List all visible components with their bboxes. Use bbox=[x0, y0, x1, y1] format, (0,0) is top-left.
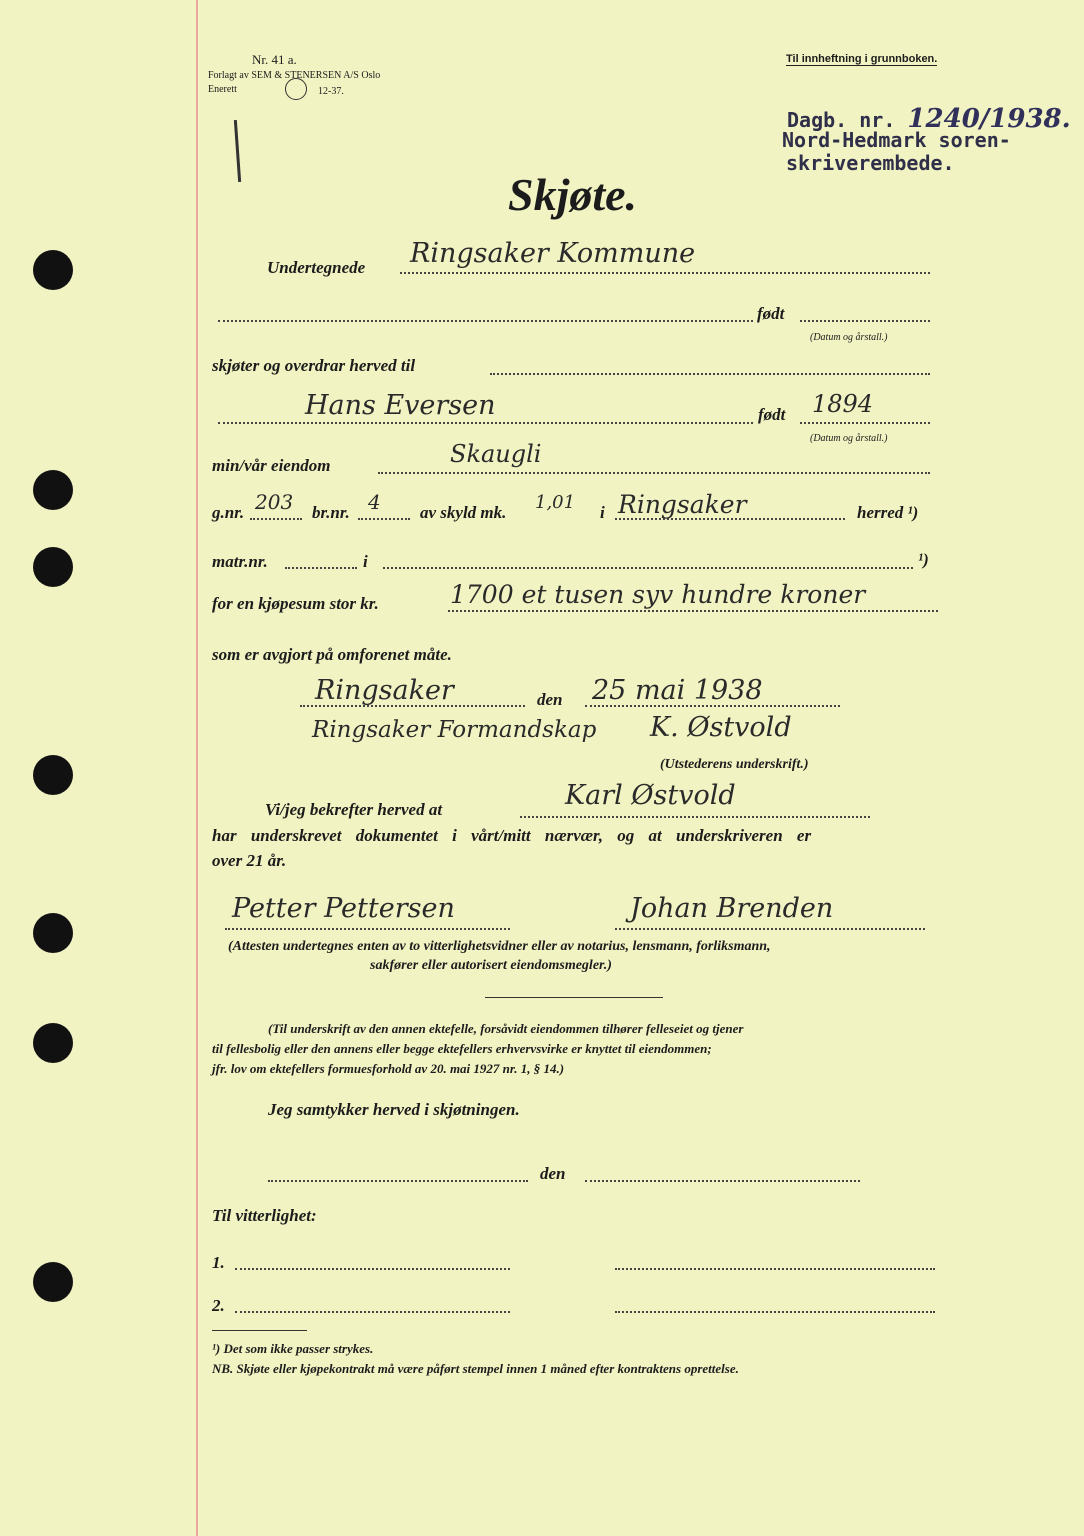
registry-note: Til innheftning i grunnboken. bbox=[786, 53, 938, 65]
margin-line bbox=[196, 0, 198, 1536]
issuer-signature-org: Ringsaker Formandskap bbox=[312, 717, 597, 743]
grantee-name: Hans Eversen bbox=[305, 390, 496, 421]
publisher-logo bbox=[285, 78, 307, 100]
i-label-2: i bbox=[363, 552, 368, 571]
issuer-signature-name: K. Østvold bbox=[650, 712, 792, 743]
dotted-line bbox=[615, 518, 845, 520]
brnr-label: br.nr. bbox=[312, 503, 350, 522]
attest-note-1: (Attesten undertegnes enten av to vitterlighetsvidner eller av notarius, lensmann, forliksmann, bbox=[228, 939, 771, 954]
footnote-divider bbox=[212, 1330, 307, 1331]
date-hint-1: (Datum og årstall.) bbox=[810, 332, 888, 343]
form-date: 12-37. bbox=[318, 86, 344, 97]
dotted-line bbox=[615, 1268, 935, 1270]
divider bbox=[485, 997, 663, 998]
confirm-text-1: har underskrevet dokumentet i vårt/mitt nærvær, og at underskriveren er bbox=[212, 826, 812, 845]
dotted-line bbox=[400, 272, 930, 274]
punch-hole bbox=[33, 913, 73, 953]
herred-label: herred ¹) bbox=[857, 503, 919, 522]
confirmed-signer: Karl Østvold bbox=[565, 780, 736, 811]
skjoter-label: skjøter og overdrar herved til bbox=[212, 356, 416, 375]
witness-line-1-number: 1. bbox=[212, 1253, 225, 1272]
punch-hole bbox=[33, 755, 73, 795]
dotted-line bbox=[585, 1180, 860, 1182]
dotted-line bbox=[268, 1180, 528, 1182]
confirm-label: Vi/jeg bekrefter herved at bbox=[265, 800, 443, 819]
dotted-line bbox=[520, 816, 870, 818]
consent-text: Jeg samtykker herved i skjøtningen. bbox=[268, 1100, 520, 1119]
punch-hole bbox=[33, 470, 73, 510]
dotted-line bbox=[383, 567, 913, 569]
punch-hole bbox=[33, 1023, 73, 1063]
dotted-line bbox=[235, 1268, 510, 1270]
document-title: Skjøte. bbox=[508, 169, 638, 220]
footnote-1: ¹) Det som ikke passer strykes. bbox=[212, 1341, 374, 1356]
witness-2-signature: Johan Brenden bbox=[630, 893, 834, 924]
dotted-line bbox=[358, 518, 410, 520]
brnr-value: 4 bbox=[368, 490, 381, 514]
dotted-line bbox=[250, 518, 302, 520]
fodt-label-1: født bbox=[757, 304, 785, 323]
skyld-value: 1,01 bbox=[535, 492, 576, 513]
form-number: Nr. 41 a. bbox=[252, 52, 297, 67]
pen-mark bbox=[234, 120, 241, 182]
date-hint-2: (Datum og årstall.) bbox=[810, 433, 888, 444]
footnote-nb: NB. Skjøte eller kjøpekontrakt må være påført stempel innen 1 måned efter kontraktens oprettelse. bbox=[212, 1361, 739, 1376]
punch-hole bbox=[33, 250, 73, 290]
fodt-label-2: født bbox=[758, 405, 786, 424]
issuer-signature-caption: (Utstederens underskrift.) bbox=[660, 757, 809, 772]
dotted-line bbox=[218, 320, 753, 322]
spouse-note-1: (Til underskrift av den annen ektefelle, forsåvidt eiendommen tilhører felleseiet og tjener bbox=[268, 1021, 744, 1036]
dotted-line bbox=[800, 422, 930, 424]
spouse-note-2: til fellesbolig eller den annens eller begge ektefellers erhvervsvirke er knyttet til eiendommen; bbox=[212, 1041, 712, 1056]
eiendom-label: min/vår eiendom bbox=[212, 456, 331, 475]
dotted-line bbox=[490, 373, 930, 375]
gnr-value: 203 bbox=[255, 490, 294, 514]
settled-text: som er avgjort på omforenet måte. bbox=[212, 645, 452, 664]
matrnr-label: matr.nr. bbox=[212, 552, 268, 571]
publisher-line: Forlagt av SEM & STENERSEN A/S Oslo bbox=[208, 70, 381, 81]
attest-note-2: sakfører eller autorisert eiendomsmegler.) bbox=[370, 958, 612, 973]
dotted-line bbox=[378, 472, 930, 474]
dotted-line bbox=[615, 1311, 935, 1313]
date-value: 25 mai 1938 bbox=[592, 675, 763, 706]
den-label-2: den bbox=[540, 1164, 566, 1183]
gnr-label: g.nr. bbox=[212, 503, 245, 522]
den-label-1: den bbox=[537, 690, 563, 709]
property-name: Skaugli bbox=[450, 440, 542, 468]
dotted-line bbox=[285, 567, 357, 569]
dotted-line bbox=[218, 422, 753, 424]
witnessing-label: Til vitterlighet: bbox=[212, 1206, 317, 1225]
place-value: Ringsaker bbox=[315, 675, 454, 706]
dotted-line bbox=[448, 610, 938, 612]
witness-line-2-number: 2. bbox=[212, 1296, 225, 1315]
stamp-line-3: skriverembede. bbox=[786, 151, 955, 175]
stamp-line-1: Dagb. nr. 1240/1938. bbox=[787, 104, 1071, 134]
witness-1-signature: Petter Pettersen bbox=[232, 893, 455, 924]
spouse-note-3: jfr. lov om ektefellers formuesforhold av 20. mai 1927 nr. 1, § 14.) bbox=[212, 1061, 565, 1076]
kjopesum-label: for en kjøpesum stor kr. bbox=[212, 594, 379, 613]
punch-hole bbox=[33, 547, 73, 587]
dotted-line bbox=[800, 320, 930, 322]
stamp-line-2: Nord-Hedmark soren- bbox=[782, 128, 1011, 152]
dotted-line bbox=[235, 1311, 510, 1313]
footnote-ref-2: ¹) bbox=[918, 550, 929, 569]
skyld-label: av skyld mk. bbox=[420, 503, 507, 522]
confirm-text-2: over 21 år. bbox=[212, 851, 287, 870]
dotted-line bbox=[585, 705, 840, 707]
price-value: 1700 et tusen syv hundre kroner bbox=[450, 580, 866, 609]
herred-value: Ringsaker bbox=[618, 490, 747, 519]
dotted-line bbox=[225, 928, 510, 930]
dotted-line bbox=[615, 928, 925, 930]
dotted-line bbox=[300, 705, 525, 707]
grantee-birth-year: 1894 bbox=[812, 390, 874, 418]
punch-hole bbox=[33, 1262, 73, 1302]
i-label-1: i bbox=[600, 503, 605, 522]
grantor-name: Ringsaker Kommune bbox=[410, 238, 696, 269]
copyright-label: Enerett bbox=[208, 84, 237, 95]
undertegnede-label: Undertegnede bbox=[267, 258, 366, 277]
